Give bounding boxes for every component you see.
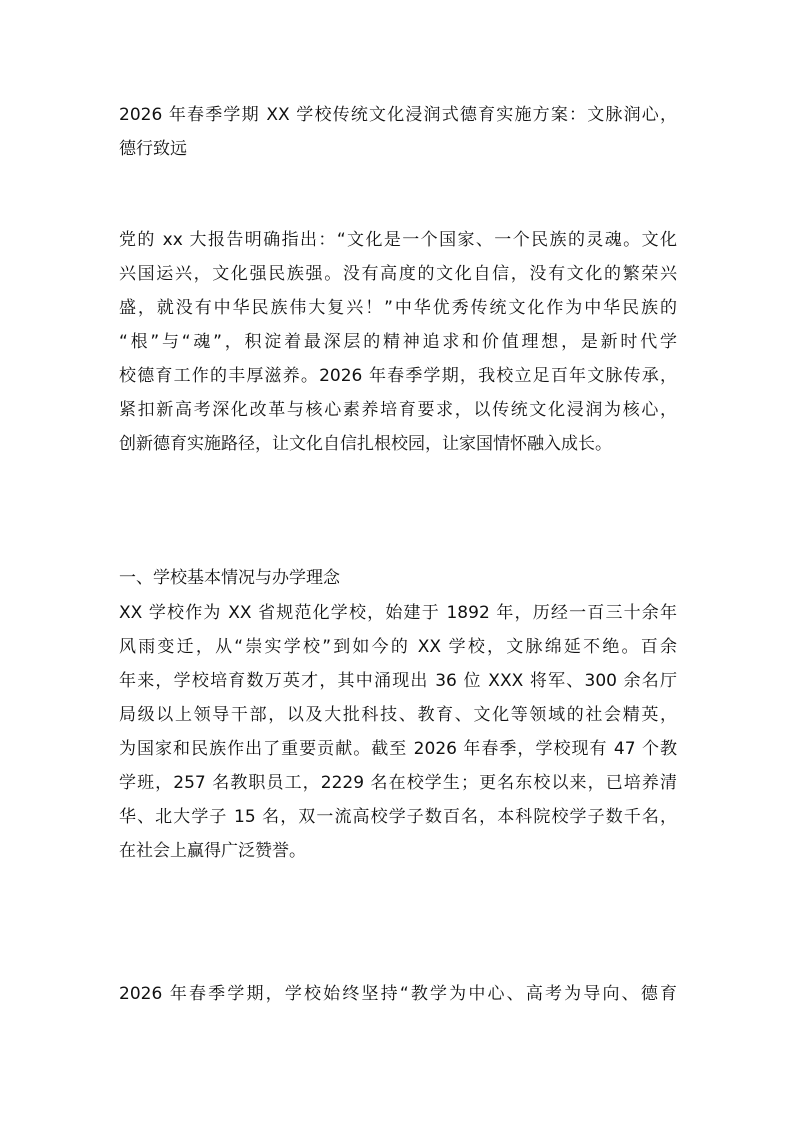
document-title — [119, 98, 677, 166]
paragraph-line: 华、北大学子 15 名，双一流高校学子数百名，本科院校学子数千名， — [119, 807, 677, 827]
paragraph-line: 年来，学校培育数万英才，其中涌现出 36 位 XXX 将军、300 余名厅 — [119, 671, 677, 691]
paragraph-line: 兴国运兴，文化强民族强。没有高度的文化自信，没有文化的繁荣兴 — [119, 264, 677, 284]
section-heading — [119, 561, 677, 595]
title-line: 德行致远 — [119, 139, 187, 159]
section-paragraph — [119, 596, 677, 868]
paragraph-line: 盛，就没有中华民族伟大复兴！”中华优秀传统文化作为中华民族的 — [119, 298, 677, 318]
paragraph-line: 党的 xx 大报告明确指出：“文化是一个国家、一个民族的灵魂。文化 — [119, 230, 677, 250]
paragraph-line: 创新德育实施路径，让文化自信扎根校园，让家国情怀融入成长。 — [119, 434, 612, 454]
paragraph-line: 风雨变迁，从“崇实学校”到如今的 XX 学校，文脉绵延不绝。百余 — [119, 637, 677, 657]
paragraph-line: 学班，257 名教职员工，2229 名在校学生；更名东校以来，已培养清 — [119, 773, 677, 793]
continuation-paragraph — [119, 977, 677, 1011]
paragraph-line: 为国家和民族作出了重要贡献。截至 2026 年春季，学校现有 47 个教 — [119, 739, 677, 759]
paragraph-line: 紧扣新高考深化改革与核心素养培育要求，以传统文化浸润为核心， — [119, 400, 677, 420]
section-heading-text: 一、学校基本情况与办学理念 — [119, 568, 340, 588]
paragraph-line: 2026 年春季学期，学校始终坚持“教学为中心、高考为导向、德育 — [119, 984, 677, 1004]
paragraph-line: XX 学校作为 XX 省规范化学校，始建于 1892 年，历经一百三十余年 — [119, 603, 677, 623]
paragraph-line: 校德育工作的丰厚滋养。2026 年春季学期，我校立足百年文脉传承， — [119, 366, 677, 386]
intro-paragraph — [119, 223, 677, 461]
paragraph-line: “根”与“魂”，积淀着最深层的精神追求和价值理想，是新时代学 — [119, 332, 677, 352]
title-line: 2026 年春季学期 XX 学校传统文化浸润式德育实施方案：文脉润心， — [119, 105, 677, 125]
paragraph-line: 局级以上领导干部，以及大批科技、教育、文化等领域的社会精英， — [119, 705, 677, 725]
paragraph-line: 在社会上赢得广泛赞誉。 — [119, 841, 306, 861]
